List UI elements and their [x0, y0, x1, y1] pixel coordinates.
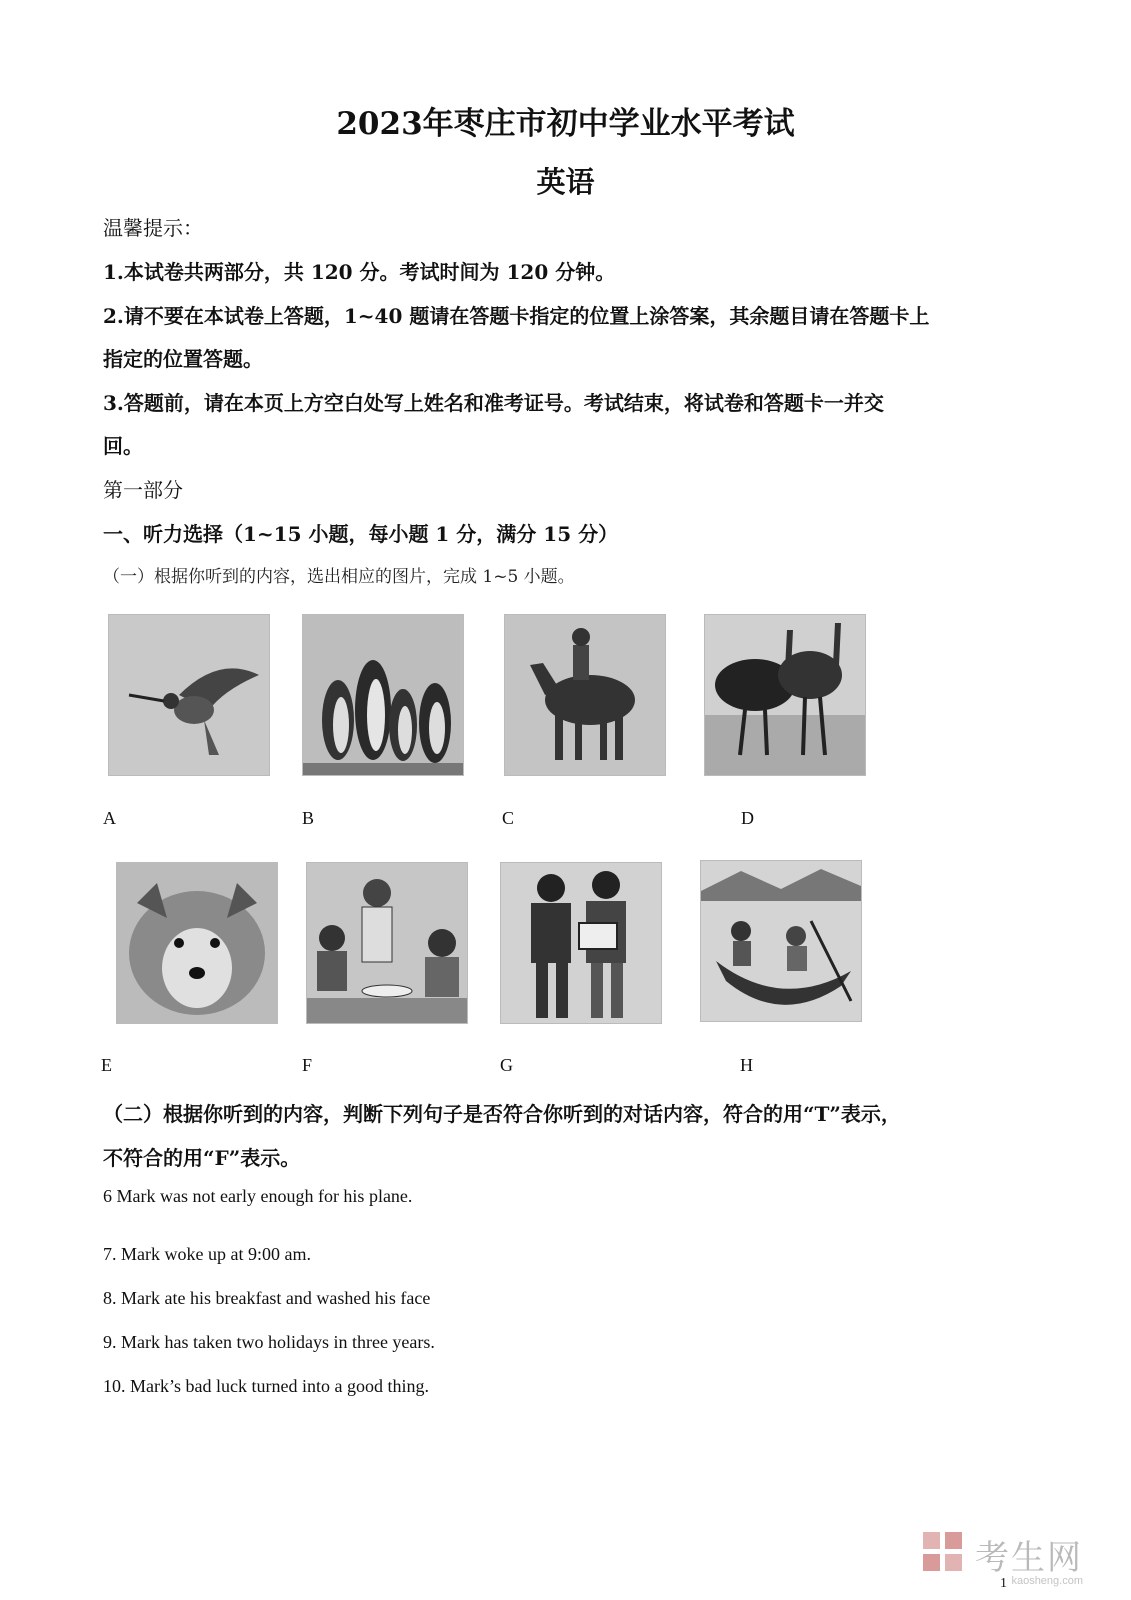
boys-reading-image: [500, 862, 662, 1024]
page-number: 1: [1000, 1576, 1007, 1591]
statement-7: 7. Mark woke up at 9:00 am.: [103, 1244, 311, 1264]
notice-item-3: 3.答题前，请在本页上方空白处写上姓名和准考证号。考试结束，将试卷和答题卡一并交: [103, 391, 884, 415]
sub-one-instruction: （一）根据你听到的内容，选出相应的图片，完成 1~5 小题。: [103, 567, 575, 587]
part-one-title: 第一部分: [103, 478, 183, 502]
picture-label-g: G: [500, 1055, 513, 1075]
picture-label-h: H: [740, 1055, 753, 1075]
picture-label-b: B: [302, 808, 315, 828]
boat-trip-image: [700, 860, 862, 1022]
statement-10: 10. Mark’s bad luck turned into a good thing.: [103, 1376, 429, 1396]
horse-rider-image: [504, 614, 666, 776]
penguins-image: [302, 614, 464, 776]
exam-title: 2023年枣庄市初中学业水平考试: [336, 106, 795, 142]
watermark-cn: 考生网: [975, 1539, 1083, 1577]
picture-label-a: A: [103, 808, 116, 828]
picture-label-e: E: [101, 1055, 112, 1075]
notice-heading: 温馨提示：: [103, 216, 203, 240]
watermark: [975, 1530, 1083, 1587]
notice-item-1: 1.本试卷共两部分，共 120 分。考试时间为 120 分钟。: [103, 260, 616, 284]
family-meal-image: [306, 862, 468, 1024]
sub-two-instruction-2: 不符合的用“F”表示。: [103, 1146, 301, 1170]
notice-item-3-cont: 回。: [103, 434, 143, 458]
picture-label-c: C: [502, 808, 515, 828]
notice-item-2: 2.请不要在本试卷上答题，1~40 题请在答题卡指定的位置上涂答案，其余题目请在答题卡上: [103, 304, 930, 328]
subject-title: 英语: [536, 165, 595, 199]
notice-item-2-cont: 指定的位置答题。: [103, 347, 263, 371]
kaosheng-logo-icon: [923, 1532, 963, 1572]
statement-9: 9. Mark has taken two holidays in three years.: [103, 1332, 435, 1352]
ostriches-image: [704, 614, 866, 776]
section-one-title: 一、听力选择（1~15 小题，每小题 1 分，满分 15 分）: [103, 522, 619, 546]
picture-label-f: F: [302, 1055, 313, 1075]
statement-6: 6 Mark was not early enough for his plane.: [103, 1186, 413, 1206]
statement-8: 8. Mark ate his breakfast and washed his face: [103, 1288, 431, 1308]
picture-label-d: D: [741, 808, 754, 828]
hummingbird-image: [108, 614, 270, 776]
sub-two-instruction-1: （二）根据你听到的内容，判断下列句子是否符合你听到的对话内容，符合的用“T”表示，: [103, 1102, 901, 1126]
dog-image: [116, 862, 278, 1024]
watermark-en: kaosheng.com: [1011, 1575, 1083, 1587]
